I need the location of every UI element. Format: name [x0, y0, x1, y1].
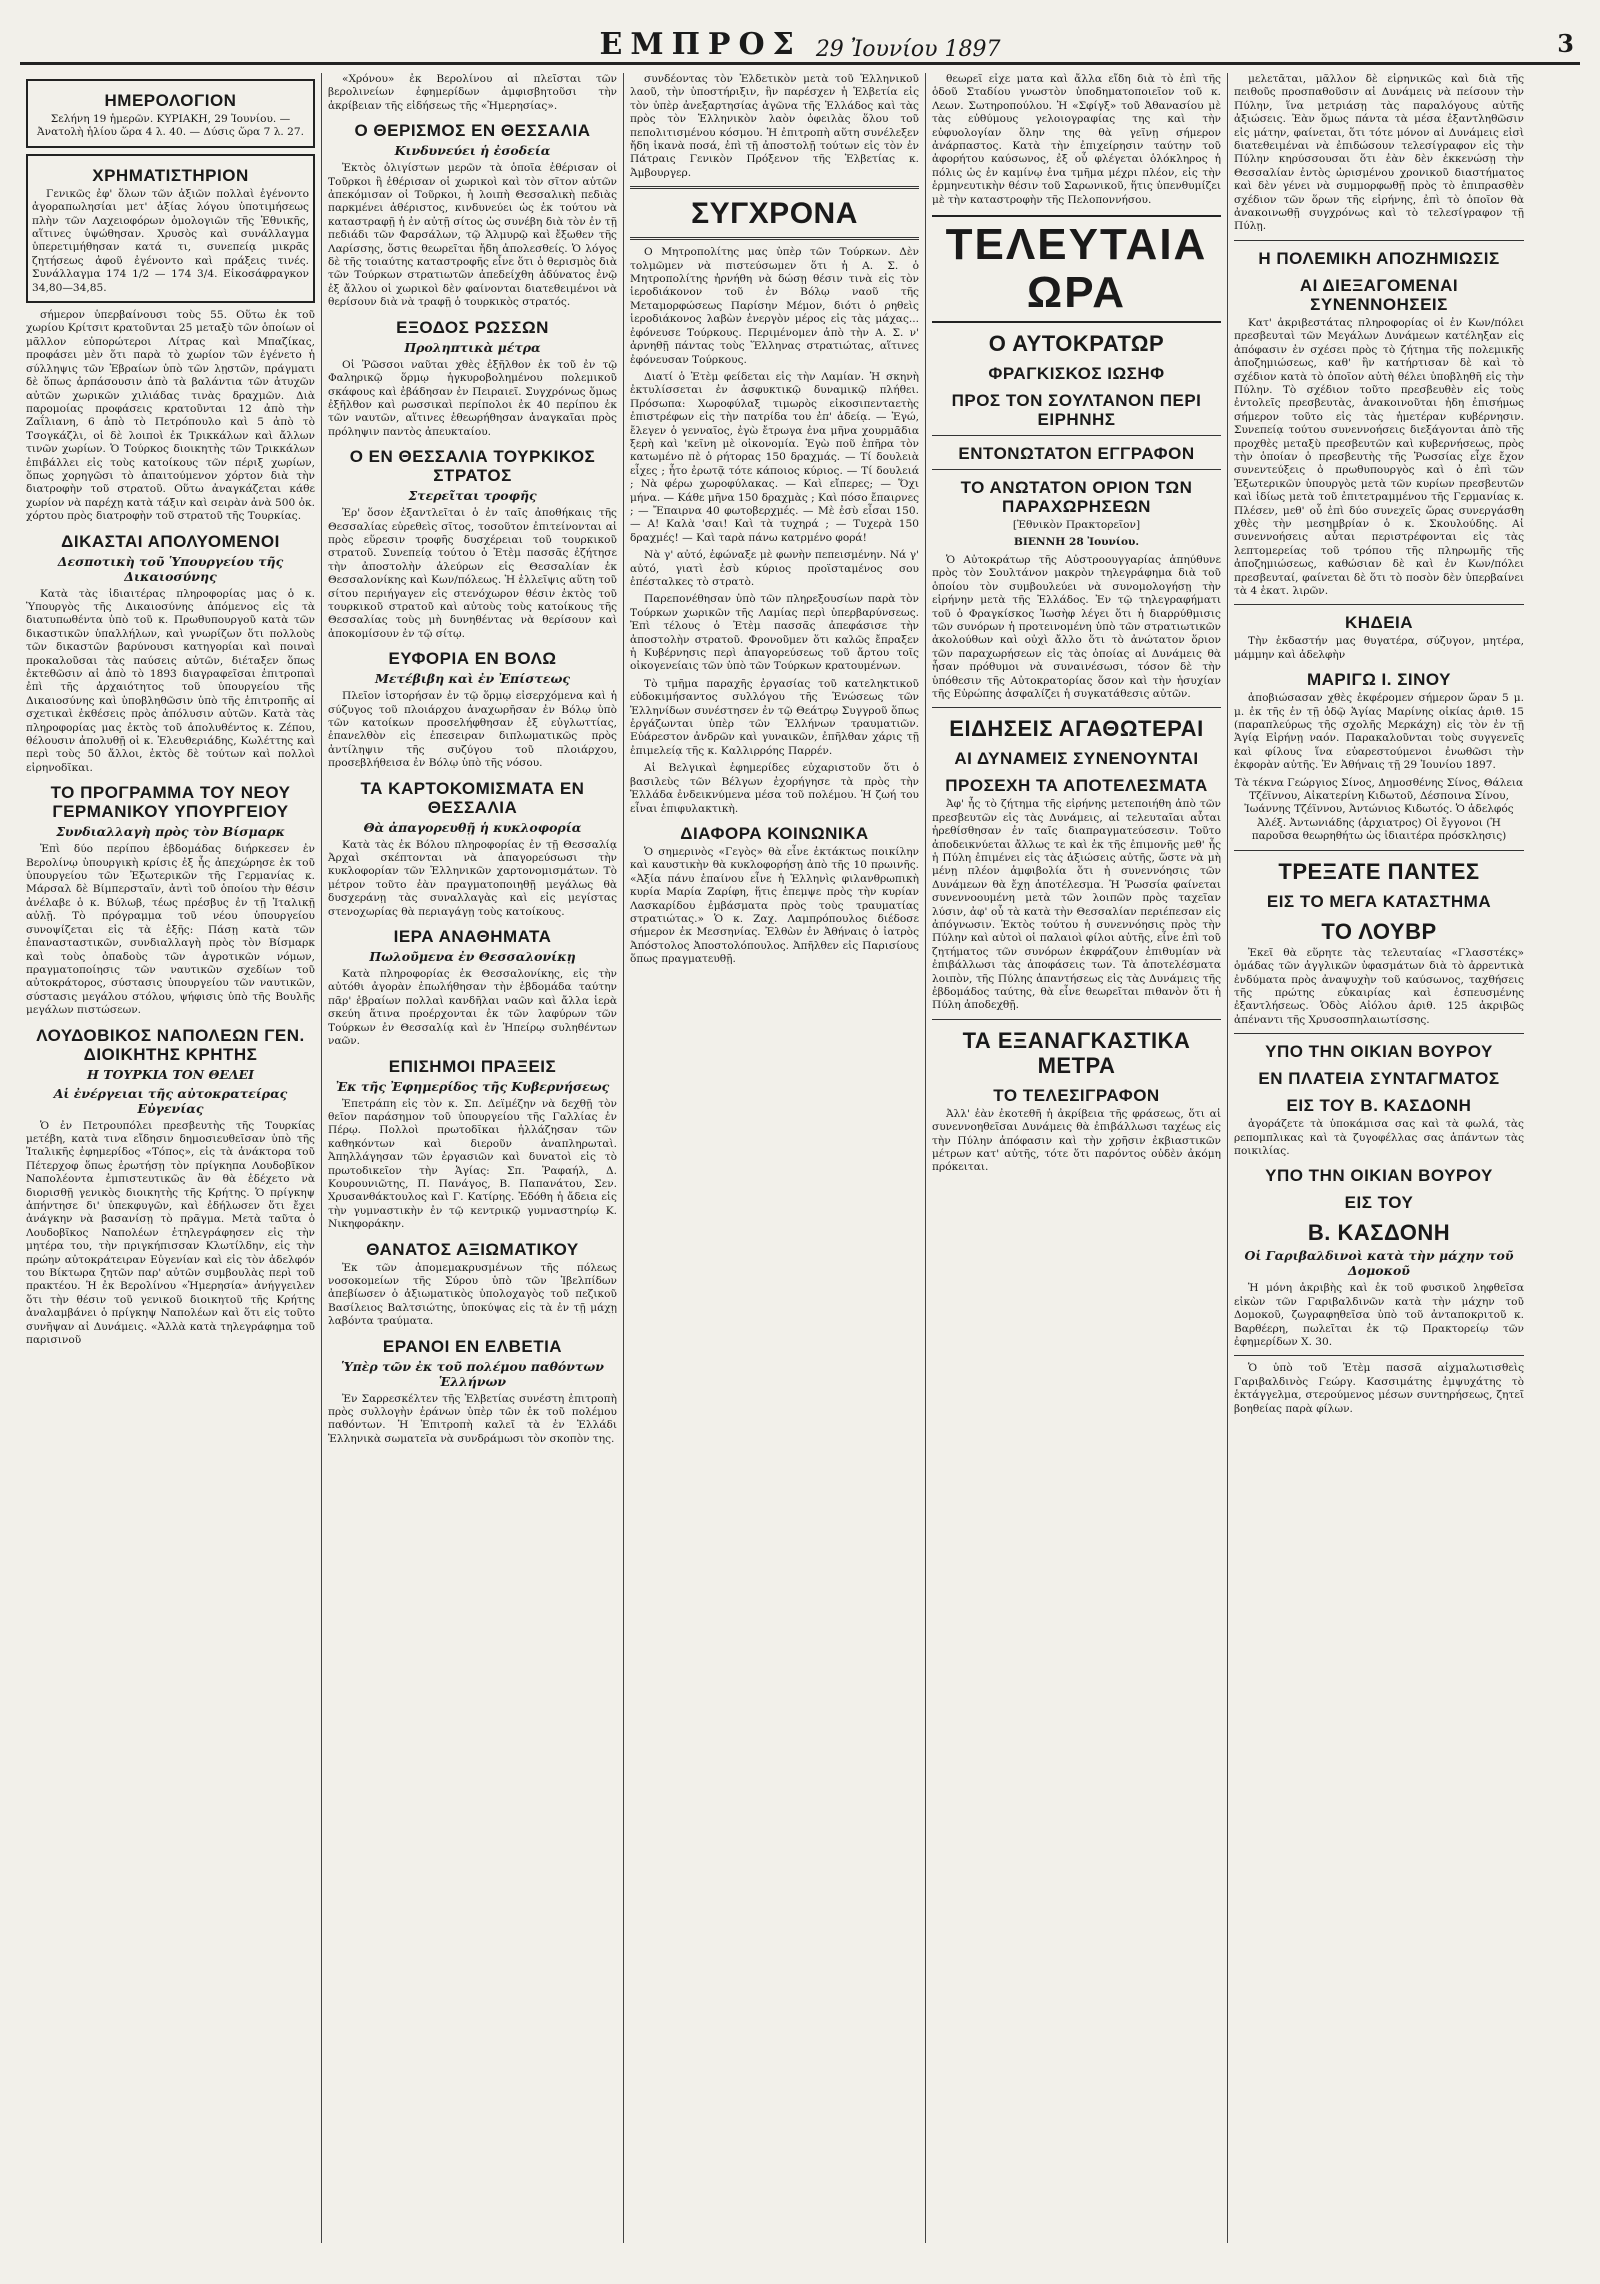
- ad-text: Ἡ μόνη ἀκριβὴς καὶ ἐκ τοῦ φυσικοῦ ληφθεῖσα εἰκὼν τῶν Γαριβαλδινῶν κατὰ τὴν μάχην τοῦ Δομοκοῦ, ζωγραφηθεῖσα ὑπὸ τοῦ ἀνταποκριτοῦ κ. Βαρθέερη, πωλεῖται ἐκ τῷ Πρακτορείῳ τῶν ἐφημερίδων Χ. 30.: [1234, 1282, 1524, 1348]
- article-text: Παρεπονέθησαν ὑπὸ τῶν πληρεξουσίων παρὰ τὸν Τούρκων χωρικῶν τῆς Λαμίας περὶ ὑπερβαρύνσεως. Ἐπὶ τέλους ὁ Ἐτὲμ πασσᾶς ἀπεφάσισε τὴν ἀποστολὴν στρατοῦ. Φρονοῦμεν ὅτι καλῶς ἔπραξεν ἡ Κυβέρνησις περὶ ἀπαγορεύσεως τοῦ ἄρτου τοῖς οἰκογενείαις τῶν ὑπὸ τῶν Τούρκων κρατουμένων.: [630, 593, 919, 673]
- newspaper-title: ΕΜΠΡΟΣ: [599, 27, 802, 62]
- ad-heading: ΤΡΕΞΑΤΕ ΠΑΝΤΕΣ: [1278, 858, 1480, 884]
- article-text: Ἐπὶ δύο περίπου ἑβδομάδας διήρκεσεν ἐν Βερολίνῳ ὑπουργικὴ κρίσις ἐξ ἧς ἀπεχώρησε ἐκ τοῦ ὑπουργείου τῶν Ἐξωτερικῶν τῆς Γερμανίας κ. Μάρσαλ δὲ Βίμπερσταϊν, ἀντὶ τοῦ ὁποίου τὴν θέσιν ἀνέλαβε ὁ κ. Βύλωβ, τέως πρέσβυς ἐν τῇ Ἰταλικῇ αὐλῇ. Τὸ πρόγραμμα τοῦ νέου ὑπουργείου συνοψίζεται εἰς τὰ ἑξῆς: Πάσῃ κατὰ τῶν ἐπανασταστικῶν, συνδιαλλαγὴ πρὸς τὸν Βίσμαρκ καὶ τοὺς ὀπαδοὺς τῶν ἀγροτικῶν νόμων, πραγματοποίησις τῶν ναυτικῶν σχεδίων τοῦ αὐτοκράτορος, σύστασις ὑπουργείου τῶν ναυτικῶν, σύστασις μεγάλου στόλου, ψήφισις ὑπὸ τῆς Βουλῆς μεγάλων πιστώσεων.: [26, 843, 315, 1017]
- ad-heading: Β. ΚΑΣΔΟΝΗ: [1307, 1220, 1451, 1246]
- article-heading: Η ΠΟΛΕΜΙΚΗ ΑΠΟΖΗΜΙΩΣΙΣ: [1258, 248, 1500, 268]
- ad-heading: ΕΙΣ ΤΟ ΜΕΓΑ ΚΑΤΑΣΤΗΜΑ: [1266, 891, 1492, 911]
- article-text: Οἱ Ῥῶσσοι ναῦται χθὲς ἐξῆλθον ἐκ τοῦ ἐν τῷ Φαληρικῷ ὅρμῳ ἡγκυροβολημένου πολεμικοῦ σκάφους καὶ ἐβάδησαν ἐν Πειραιεῖ. Συγχρόνως ὅμως ἐξῆλθον καὶ ρωσσικαὶ περίπολοι ἐκ 40 περίπου ἐκ τῶν ναυτῶν, αἵτινες ἐθεωρήθησαν ἀναγκαῖαι πρὸς πρόληψιν παντὸς ἀπευκταίου.: [328, 358, 617, 438]
- article-subheading: Συνδιαλλαγὴ πρὸς τὸν Βίσμαρκ: [56, 824, 285, 840]
- ad-heading: ΥΠΟ ΤΗΝ ΟΙΚΙΑΝ ΒΟΥΡΟΥ: [1265, 1166, 1493, 1186]
- article-text: Κατὰ τὰς ἐκ Βόλου πληροφορίας ἐν τῇ Θεσσαλίᾳ Ἀρχαὶ σκέπτονται νὰ ἀπαγορεύσωσι τὴν κυκλοφορίαν τῶν Ἑλληνικῶν χαρτονομισμάτων. Τὸ μέτρον τοῦτο ἐὰν πραγματοποιηθῇ μεγάλως θὰ δυσχεράνῃ τὰς συναλλαγὰς καὶ εἰς μεγίστας στενοχωρίας θὰ περιαγάγῃ τοὺς κατοίκους.: [328, 838, 617, 918]
- article-heading: ΠΡΟΣ ΤΟΝ ΣΟΥΛΤΑΝΟΝ ΠΕΡΙ ΕΙΡΗΝΗΣ: [951, 391, 1202, 430]
- column-3: [624, 73, 926, 2243]
- divider: [1234, 850, 1524, 851]
- divider: [932, 435, 1221, 436]
- divider: [1234, 1033, 1524, 1034]
- divider: [932, 1019, 1221, 1020]
- divider: [932, 707, 1221, 708]
- ad-heading: ΥΠΟ ΤΗΝ ΟΙΚΙΑΝ ΒΟΥΡΟΥ: [1265, 1042, 1493, 1062]
- divider: [630, 237, 919, 240]
- article-subheading: Μετέβιβη καὶ ἐν Ἐπίστεως: [375, 671, 570, 687]
- column-2: [322, 73, 624, 2243]
- calendar-heading: ΗΜΕΡΟΛΟΓΙΟΝ: [104, 91, 237, 110]
- news-source: [Ἐθνικὸν Πρακτορεῖον]: [1012, 519, 1141, 532]
- article-heading: ΑΙ ΔΥΝΑΜΕΙΣ ΣΥΝΕΝΟΥΝΤΑΙ: [954, 749, 1199, 769]
- article-text: Τὸ τμῆμα παραχῆς ἐργασίας τοῦ κατεληκτικοῦ εὐδοκιμήσαντος συλλόγου τῆς Ἑνώσεως τῶν Ἑλληνίδων συνέστησεν ἐν τῷ Θεάτρῳ Συγγροῦ ὅπως ἐργάζωνται ὑπὲρ τῶν Ἑλλήνων τραυματιῶν. Εὐάρεστον ἀνδρῶν καὶ γυναικῶν, ἐπῆλθαν χάρις τῇ ἐπιμελείᾳ τῆς κ. Καλλιρρόης Παρρέν.: [630, 677, 919, 757]
- article-heading: ΘΑΝΑΤΟΣ ΑΞΙΩΜΑΤΙΚΟΥ: [366, 1239, 579, 1259]
- article-heading: ΕΞΟΔΟΣ ΡΩΣΣΩΝ: [396, 317, 549, 337]
- article-heading: ΤΟ ΠΡΟΓΡΑΜΜΑ ΤΟΥ ΝΕΟΥ ΓΕΡΜΑΝΙΚΟΥ ΥΠΟΥΡΓΕΙΟΥ: [50, 783, 291, 822]
- divider: [932, 469, 1221, 470]
- article-heading: ΔΙΑΦΟΡΑ ΚΟΙΝΩΝΙΚΑ: [680, 823, 869, 843]
- ad-heading: ΕΝ ΠΛΑΤΕΙΑ ΣΥΝΤΑΓΜΑΤΟΣ: [1258, 1069, 1500, 1089]
- exchange-box: [26, 154, 315, 303]
- funeral-name: ΜΑΡΙΓΩ Ι. ΣΙΝΟΥ: [1306, 670, 1452, 690]
- article-heading: Ο ΘΕΡΙΣΜΟΣ ΕΝ ΘΕΣΣΑΛΙΑ: [354, 121, 591, 141]
- columns: [20, 73, 1580, 2243]
- article-subheading: Κινδυνεύει ἡ ἐσοδεία: [394, 143, 551, 159]
- article-text: σήμερον ὑπερβαίνουσι τοὺς 55. Οὕτω ἐκ τοῦ χωρίου Κρίτσιτ κρατοῦνται 25 μεταξὺ τῶν ὁποίων οἱ μᾶλλον εὐπορώτεροι Λίτρας καὶ Μπαζίκας, προφάσει μὲν ὅτι παρὰ τὸ χωρίον τῶν ἐγένετο ἡ σύλληψις τῶν Ἑβραίων ὑπὸ τῶν λῃστῶν, πράγματι δὲ ὅπως ἀρπάσουσιν ἀπὸ τὰ βαλάντια τῶν ἀτυχῶν αὐτῶν χωρικῶν χιλιάδας τινὰς δραχμῶν. Διὰ παρομοίας προφάσεις κρατοῦνται 12 ἀπὸ τὴν Ζαΐλιανη, 6 ἀπὸ τὸ Πετρόπουλο καὶ 5 ἀπὸ τὸ Τσογκάζλι, οἱ δὲ λοιποὶ ἐκ Τρικκάλων καὶ ἄλλων τινῶν χωρίων. Ὁ Τούρκος διοικητὴς τῶν Τρικκάλων ἐπιβάλλει εἰς τοὺς κατοίκους τῶν πέριξ χωρίων, ὅπως χορηγῶσι τὸ ἀπαιτούμενον χόρτον διὰ τὴν διατροφὴν τοῦ στρατοῦ. Οὕτω ἀναγκάζεται κάθε χωρίον νὰ παρέχῃ κατὰ τάξιν καὶ σειρὰν ἀνὰ 500 ὀκ. χόρτου πρὸς διατροφὴν τοῦ στρατοῦ τῆς Τουρκίας.: [26, 309, 315, 523]
- article-text: θεωρεῖ εἶχε ματα καὶ ἄλλα εἴδη διὰ τὸ ἐπὶ τῆς ὁδοῦ Σταδίου γνωστὸν ὑποδηματοποιεῖον τοῦ κ. Λεων. Σωτηροπούλου. Ἡ «Σφίγξ» τοῦ Ἀθανασίου μὲ τὰς εὐθύμους γελοιογραφίας της καὶ τὴν εὐφυολογίαν ὅλην της θὰ γεῖνῃ σήμερον ἀνάρπαστος. Κατὰ τὴν ἐπιχείρησιν ταύτην τοῦ ἀφορήτου καύσωνος, ἐξ οὗ φλέγεται ὁλόκληρος ἡ πόλις ὡς ἐν καμίνῳ ἐνα τμῆμα μέχρι πλέον, εἰς τὴν ἑρμηνευτικὴν θέσιν τοῦ Σαρωνικοῦ, ἥτις ὑπενθυμίζει μὲ τὴν καταστροφὴν τῆς Πελοποννήσου.: [932, 73, 1221, 206]
- article-text: Αἱ Βελγικαὶ ἐφημερίδες εὐχαριστοῦν ὅτι ὁ βασιλεὺς τῶν Βέλγων ἐχορήγησε τὰ πρὸς τὴν Ἑλλάδα ἐνδεικνύμενα μέσα τοῦ πολέμου. Ἡ ζωή του εἶναι ἐπιφυλακτικὴ.: [630, 762, 919, 815]
- section-heading: ΤΕΛΕΥΤΑΙΑ ΩΡΑ: [932, 215, 1221, 323]
- calendar-box: [26, 79, 315, 148]
- ad-heading: ΤΟ ΛΟΥΒΡ: [1321, 918, 1437, 944]
- article-subheading: Ὑπὲρ τῶν ἐκ τοῦ πολέμου παθόντων Ἑλλήνων: [341, 1358, 604, 1389]
- masthead: [20, 18, 1580, 65]
- article-heading: ΤΑ ΕΞΑΝΑΓΚΑΣΤΙΚΑ ΜΕΤΡΑ: [962, 1027, 1191, 1078]
- ad-heading: ΕΙΣ ΤΟΥ Β. ΚΑΣΔΟΝΗ: [1286, 1096, 1472, 1116]
- article-heading: ΕΡΑΝΟΙ ΕΝ ΕΛΒΕΤΙΑ: [382, 1336, 563, 1356]
- article-text: Ὁ σημερινὸς «Γεγὸς» θὰ εἶνε ἐκτάκτως ποικίλην καὶ καυστικὴν θὰ κυκλοφορήσῃ ἀπὸ τῆς 10 πρωινῆς. «Ἀξία πάνυ ἐπαίνου εἶνε ἡ Ἑλληνὶς φιλανθρωπικὴ κυρία Μαρία Ζαρίφη, ἥτις ἐπεμψε πρὸς τὴν κυρίαν Λασκαρίδου ἐμβάσματα πρὸς τοὺς τραυματίας στρατιώτας.» Ὁ κ. Ζαχ. Λαμπρόπουλος διέδοσε σήμερον ἐκ Μεσσηνίας. Ἐλθὼν ἐν Ἀθήναις ὁ ἰατρὸς Ἀπόστολος Ἀποστολόπουλος. Ἀπῆλθεν εἰς Παρισίους ὅπως πραγματευθῇ.: [630, 845, 919, 966]
- article-text: Ἐκ τῶν ἀπομεμακρυσμένων τῆς πόλεως νοσοκομείων τῆς Σύρου ὑπὸ τῶν Ἰβελπίδων ἀπεβίωσεν ὁ ἀξιωματικὸς ὑπολοχαγὸς τοῦ πεζικοῦ Βασίλειος Βαλτσιώτης, ὑποκύψας εἰς τὰ ἐν τῇ μάχῃ λαβόντα τραύματα.: [328, 1261, 617, 1328]
- article-heading: ΔΙΚΑΣΤΑΙ ΑΠΟΛΥΟΜΕΝΟΙ: [61, 531, 280, 551]
- ad-text: Ἐκεῖ θὰ εὕρητε τὰς τελευταίας «Γλασστέκς» ὁμάδας τῶν ἀγγλικῶν ὑφασμάτων διὰ τὸ ἀρρεντικὰ ἐνδύματα πρὸς ἀναψυχὴν τοῦ καύσωνος, ταχθήσεις τῆς πρώτης εὐκαιρίας καὶ ἐσπευσμένης ἐξαντλήσεως. Ὁδὸς Αἰόλου ἀριθ. 125 ἀκριβῶς ἀπέναντι τῆς Χρυσοσπηλαιωτίσσης.: [1234, 946, 1524, 1026]
- article-text: Ἐρ' ὅσον ἐξαντλεῖται ὁ ἐν ταῖς ἀποθήκαις τῆς Θεσσαλίας εὑρεθεὶς σῖτος, τοσοῦτον ἐπιτείνονται αἱ πρὸς εὕρεσιν τροφῆς δυσχέρειαι τοῦ τουρκικοῦ στρατοῦ. Συνεπείᾳ τούτου ὁ Ἐτὲμ πασσᾶς ἐζήτησε τὴν ἀποστολὴν ἀλεύρων εἰς Θεσσαλίαν ἐκ Θεσσαλονίκης καὶ Κων/πόλεως. Ἡ ἐλλεῖψις αὕτη τοῦ σίτου περιήγαγεν εἰς στενόχωρον θέσιν ἐκτὸς τοῦ τουρκικοῦ στρατοῦ καὶ αὐτοὺς τοὺς κατοίκους τῆς Θεσσαλίας τοὺς μὴ δυνηθέντας νὰ θερίσουν καὶ ἀποκομίσουν ἐν τῷ σίτῳ.: [328, 507, 617, 640]
- funeral-heading: ΚΗΔΕΙΑ: [1344, 613, 1414, 633]
- section-heading: ΣΥΓΧΡΟΝΑ: [691, 197, 858, 231]
- article-text: Κατὰ πληροφορίας ἐκ Θεσσαλονίκης, εἰς τὴν αὐτόθι ἀγορὰν ἐπωλήθησαν τὴν ἑβδομάδα ταύτην πᾶρ' ἑβραίων πολλαὶ κανδῆλαι ναῶν καὶ ἄλλα ἱερὰ σκεύη ἅτινα προέρχονται ἐκ τῶν λαφύρων τῶν Τούρκων ἐν Θεσσαλίᾳ καὶ ἐν Ἠπείρῳ συληθέντων ναῶν.: [328, 968, 617, 1048]
- divider: [1234, 1355, 1524, 1356]
- article-text: Ὁ ὑπὸ τοῦ Ἐτὲμ πασσᾶ αἰχμαλωτισθεὶς Γαριβαλδινὸς Γεώργ. Κασσιμάτης ἐμψυχάτης τὸ ἑκτάγγελμα, στερούμενος μέσων συντηρήσεως, ζητεῖ βοηθείας παρὰ φίλων.: [1234, 1362, 1524, 1415]
- article-subheading: Αἱ ἐνέργειαι τῆς αὐτοκρατείρας Εὐγενίας: [53, 1085, 288, 1116]
- funeral-signers: Τὰ τέκνα Γεώργιος Σίνος, Δημοσθένης Σίνος, Θάλεια Τζέϊννου, Αἰκατερίνη Κιδωτοῦ, Δέσποινα Σίνου, Ἰωάννης Τζέϊννου, Ἀντώνιος Κιδωτός. Ὁ ἀδελφός Ἀλέξ. Ἀντωνιάδης (ἀρχιατρος) Οἱ ἔγγονοι (Ἡ παροῦσα θεωρηθήτω ὡς ἰδιαιτέρα πρόσκλησις): [1234, 776, 1524, 843]
- article-text: Ο Μητροπολίτης μας ὑπὲρ τῶν Τούρκων. Δὲν τολμῶμεν νὰ πιστεύσωμεν ὅτι ἡ Α. Σ. ὁ Μητροπολίτης ἠρνήθη νὰ δώσῃ θέσιν τινὰ εἰς τὸν ἱεροδιάκονον τοῦ ἐν Βόλῳ ναοῦ τῆς Μεταμορφώσεως Παρίσην Μέμον, διότι ὁ ρηθεὶς ἱεροδιάκονος λαβὼν ἐνεργὸν μέρος εἰς τὰς μάχας... ἐφόνευσε Τούρκους. Περιμένομεν ἀπὸ τὴν Α. Σ. ν' ἀρνηθῇ πάντας τοὺς Ἕλληνας στρατιώτας, αἵτινες ἐφόνευσαν Τούρκους.: [630, 246, 919, 366]
- article-heading: ΑΙ ΔΙΕΞΑΓΟΜΕΝΑΙ ΣΥΝΕΝΝΟΗΣΕΙΣ: [1299, 275, 1459, 314]
- column-4: [926, 73, 1228, 2243]
- article-heading: ΤΑ ΚΑΡΤΟΚΟΜΙΣΜΑΤΑ ΕΝ ΘΕΣΣΑΛΙΑ: [360, 778, 585, 817]
- article-text: Ὁ Αὐτοκράτωρ τῆς Αὐστροουγγαρίας ἀπηύθυνε πρὸς τὸν Σουλτάνον μακρὸν τηλεγράφημα διὰ τοῦ ὁποίου τὸν συμβουλεύει νὰ συνομολογήσῃ τὴν εἰρήνην μετὰ τῆς Ἑλλάδος. Ἐν τῷ τηλεγραφήματι τοῦ ὁ Φραγκίσκος Ἰωσὴφ λέγει ὅτι ἡ διαρρύθμισις τῶν συνόρων ἡ προτεινομένη ὑπὸ τῶν στρατιωτικῶν ἀκολούθων καὶ οὐχὶ ἄλλο ὅτι τὸ ἀνώτατον ὅριον τῶν παραχωρήσεων εἰς τὰς ὁποίας αἱ Δυνάμεις θὰ ἦσαν πρόθυμοι νὰ συναινέσωσι, τόσον δὲ τὴν ὑπόθεσιν τῆς Αὐτοκρατορίας ὅσον καὶ τὴν ἡσυχίαν τῆς Εὐρώπης ἀσφαλίζει ἡ συγκατάθεσις αὐτῶν.: [932, 553, 1221, 700]
- article-subheading: Πωλοῦμενα ἐν Θεσσαλονίκῃ: [369, 949, 576, 965]
- exchange-text: Γενικῶς ἐφ' ὅλων τῶν ἀξιῶν πολλαὶ ἐγένοντο ἀγοραπωλησίαι μετ' ἀξίας λόγου ὑποτιμήσεως πλὴν τῶν Λαχειοφόρων ὁμολογιῶν τῆς Ἐθνικῆς, αἵτινες ὑψώθησαν. Χρυσὸς καὶ συνάλλαγμα ὑπερετιμήθησαν κατά τι, συνεπείᾳ μικρᾶς ζητήσεως ἀφοῦ ἐγένοντο καὶ πράξεις τινές. Συνάλλαγμα 174 1/2 — 174 3/4. Εἰκοσάφραγκον 34,80—34,85.: [32, 187, 309, 294]
- article-heading: Ο ΑΥΤΟΚΡΑΤΩΡ: [988, 331, 1165, 357]
- article-heading: ΙΕΡΑ ΑΝΑΘΗΜΑΤΑ: [393, 927, 552, 947]
- article-text: Νὰ γ' αὐτό, ἐφώναξε μὲ φωνὴν πεπεισμένην. Νά γ' αὐτό, γιατὶ ἐσὺ κύριος προϊσταμένος σου ἐπέσταλκες τὸ στρατὸ.: [630, 549, 919, 588]
- article-text: Ὁ ἐν Πετρουπόλει πρεσβευτὴς τῆς Τουρκίας μετέβη, κατὰ τινα εἴδησιν δημοσιευθεῖσαν ὑπὸ τῆς Ἰταλικῆς ἐφημερίδος «Τόπος», εἰς τὰ ἀνάκτορα τοῦ Πέτερχοφ ὅπως ἐρωτήσῃ τὸν πρίγκηπα Λουδοβῖκον Ναπολέοντα ἐμπιστευτικῶς ἂν θὰ ἐδέχετο νὰ διορισθῇ γενικὸς διοικητὴς τῆς Κρήτης. Ὁ πρίγκηψ ἀπήντησε δι' ὑπεκφυγῶν, καὶ ἐδήλωσεν ὅτι ἔχει ἀνάγκην νὰ βασανίσῃ τὸ πρᾶγμα. Μετὰ ταῦτα ὁ Λουδοβῖκος Ναπολέων ἐτηλεγράφησεν εἰς τὴν μητέρα του, τὴν πριγκήπισσαν Κλωτίλδην, εἰς τὴν πρώην αὐτοκράτειραν Εὐγενίαν καὶ εἰς τὸν ἀδελφόν του Βίκτωρα ζητῶν παρ' αὐτῶν συμβουλὰς περὶ τοῦ πρακτέου. Ἡ ἐκ Βερολίνου «Ἡμερησία» ἀνήγγειλεν ὅτι τὴν θέσιν τοῦ γενικοῦ διοικητοῦ τῆς Κρήτης ἀναλαμβάνει ὁ πρίγκηψ Ναπολέων καὶ ὅτι εἰς τοῦτο συνῆψαν αἱ Δυνάμεις. «Ἀλλὰ κατὰ τηλεγράφημα τοῦ παρισινοῦ: [26, 1119, 315, 1347]
- article-heading: Ο ΕΝ ΘΕΣΣΑΛΙΑ ΤΟΥΡΚΙΚΟΣ ΣΤΡΑΤΟΣ: [349, 447, 596, 486]
- dateline: ΒΙΕΝΝΗ 28 Ἰουνίου.: [1013, 536, 1140, 549]
- article-heading: ΤΟ ΤΕΛΕΣΙΓΡΑΦΟΝ: [993, 1085, 1160, 1105]
- ad-heading: ΕΙΣ ΤΟΥ: [1344, 1193, 1414, 1213]
- article-text: συνδέοντας τὸν Ἐλδετικὸν μετὰ τοῦ Ἑλληνικοῦ λαοῦ, τὴν ὑποστήριξιν, ἣν παρέσχεν ἡ Ἑλβετία εἰς τὸν ὑπὲρ ἀνεξαρτησίας ἀγῶνα τῆς Ἑλλάδος καὶ τὰς πρὸς τὸν Ἑλληνικὸν λαὸν ὀφειλὰς ὅλου τοῦ πεπολιτισμένου κόσμου. Ἡ ἐπιτροπὴ αὕτη συνέλεξεν ἤδη ἱκανὰ ποσά, ἐπὶ τῇ ἀποστολῇ τούτων εἰς τὸν ἐν Πάτραις Γενικὸν Πρόξενον τῆς Ἑλβετίας κ. Ἀμβουργερ.: [630, 73, 919, 179]
- article-heading: ΦΡΑΓΚΙΣΚΟΣ ΙΩΣΗΦ: [988, 364, 1165, 384]
- article-text: Ἐν Σαρρεσκέλτεν τῆς Ἑλβετίας συνέστη ἐπιτροπὴ πρὸς συλλογὴν ἐράνων ὑπὲρ τῶν ἐκ τοῦ πολέμου παθόντων. Ἡ Ἐπιτροπὴ καλεῖ τὰ ἐν Ἑλλάδι Ἑλληνικὰ σωματεῖα νὰ συνδράμωσι τὸν σκοπὸν της.: [328, 1392, 617, 1445]
- article-subheading: Θὰ ἀπαγορευθῇ ἡ κυκλοφορία: [363, 819, 582, 835]
- article-subheading: Προληπτικὰ μέτρα: [404, 339, 541, 355]
- article-heading: ΕΙΔΗΣΕΙΣ ΑΓΑΘΩΤΕΡΑΙ: [949, 716, 1204, 742]
- article-subheading: Ἐκ τῆς Ἐφημερίδος τῆς Κυβερνήσεως: [335, 1078, 610, 1094]
- page-number: 3: [1557, 29, 1574, 58]
- column-1: [20, 73, 322, 2243]
- divider: [630, 186, 919, 189]
- article-heading: ΕΠΙΣΗΜΟΙ ΠΡΑΞΕΙΣ: [388, 1056, 557, 1076]
- divider: [1234, 240, 1524, 241]
- issue-date: 29 Ἰουνίου 1897: [815, 37, 1001, 62]
- calendar-text: Σελήνη 19 ἡμερῶν. ΚΥΡΙΑΚΗ, 29 Ἰουνίου. — Ἀνατολὴ ἡλίου ὥρα 4 λ. 40. — Δύσις ὥρα 7 λ. 27.: [36, 113, 304, 139]
- article-text: Ἐπετράπη εἰς τὸν κ. Σπ. Δεϊμέζην νὰ δεχθῇ τὸν θεῖον παράσημον τοῦ ὑπουργείου τῆς Γαλλίας ἐν Πέρῳ. Πολλοὶ πρωτοδῖκαι ἠλλάζησαν τῶν καθηκόντων καὶ διεροῦν ἀναπληρωταὶ. Ἀπηλλάγησαν τῶν ἐργασιῶν καὶ δυνατοὶ εἰς τὸ πρωτοδικεῖον τὴν Ἁγίας: Σπ. Ῥαφαήλ, Δ. Κουρουνιῶτης, Π. Πανάγος, Β. Παπανάτου, Σεν. Χρυσανθάκτουλος καὶ Γ. Κατίρης. Ἐδόθη ἡ ἄδεια εἰς τὴν γυμναστικὴν ἐν τῷ κεντρικῷ γυμναστηρίῳ Κ. Νικηφοράκην.: [328, 1097, 617, 1231]
- article-heading: ΤΟ ΑΝΩΤΑΤΟΝ ΟΡΙΟΝ ΤΩΝ ΠΑΡΑΧΩΡΗΣΕΩΝ: [960, 478, 1193, 517]
- article-text: Ἀλλ' ἐὰν ἐκοτεθῆ ἡ ἀκρίβεια τῆς φράσεως, ὅτι αἱ συνεννοηθεῖσαι Δυνάμεις θὰ ἐπιβάλλωσι ταχέως εἰς τὴν Πύλην ἀπόφασιν καὶ τὴν χρῆσιν ἐκβιαστικῶν μέτρων κατ' αὐτῆς, τότε ὅτι παρόντος οὐδὲν ἀκόμη πρόκειται.: [932, 1107, 1221, 1174]
- exchange-heading: ΧΡΗΜΑΤΙΣΤΗΡΙΟΝ: [92, 165, 249, 185]
- article-heading: ΛΟΥΔΟΒΙΚΟΣ ΝΑΠΟΛΕΩΝ ΓΕΝ. ΔΙΟΙΚΗΤΗΣ ΚΡΗΤΗΣ: [36, 1025, 305, 1064]
- divider: [1234, 604, 1524, 605]
- article-subheading: Δεσποτικὴ τοῦ Ὑπουργείου τῆς Δικαιοσύνης: [57, 553, 284, 584]
- ad-text: ἀγοράζετε τὰ ὑποκάμισα σας καὶ τὰ φωλά, τὰς ρεπομπλικας καὶ τὰ ζυγοφέλλας σας ἀπάντων τὰς ποικιλίας.: [1234, 1118, 1524, 1157]
- article-subheading: Η ΤΟΥΡΚΙΑ ΤΟΝ ΘΕΛΕΙ: [87, 1066, 254, 1082]
- article-text: Διατί ὁ Ἐτὲμ φείδεται εἰς τὴν Λαμίαν. Ἡ σκηνὴ ἐκτυλίσσεται ἐν ἀσφυκτικῷ δυναμικῷ πλήθει. Πρόσωπα: Χωροφύλαξ τιμωρὸς εἰκοσιπενταετὴς ἐπιστρέφων εἰς τὴν πατρίδα του ἐπ' ἀδείᾳ. — Ἐγώ, ἔλεγεν ὁ γενναῖος, ἐγὼ ἔτρωγα ἐνα μῆνα χουρμᾶδια ξερὴ καὶ 'κεῖνη μὲ οἰκονομία. Ἐγὼ ποῦ ἐπῆρα τὸν κατωμένο πὲ ὁ ρήτορας 150 δραχμάς. — Τί δουλειὰ εἶχες ; ἦτο ἐρωτᾷ τότε κάποιος κύριος. — Τί δουλειά ; Νὰ φέρω χωροφύλακας. — Καὶ εἴπερες; — Ὅχι μήνα. — Κάθε μῆνα 150 δραχμὰς ; Καὶ πόσο ἔπαιρνες ; — Ἔπαιρνα 40 φωτοβερχμές. — Μὲ ἐσὺ εἶσαι 150. — Α! Καλὰ 'σαι! Καὶ τὰ τυχηρά ; — Τυχερὰ 150 δραχμές! — Καὶ ταρὰ πάνω κατρμένο φορά!: [630, 370, 920, 544]
- column-5: [1228, 73, 1530, 2243]
- article-subheading: Στερεῖται τροφῆς: [408, 488, 537, 504]
- funeral-text: Τὴν ἐκδαστήν μας θυγατέρα, σύζυγον, μητέρα, μάμμην καὶ ἀδελφὴν: [1234, 635, 1524, 661]
- article-text: Κατὰ τὰς ἰδιαιτέρας πληροφορίας μας ὁ κ. Ὑπουργὸς τῆς Δικαιοσύνης ἀπόμενος εἰς τὰ διατυπωθέντα ὑπὸ τοῦ κ. Πρωθυπουργοῦ κατὰ τῶν δικαστικῶν ὑπαλλήλων, καὶ γνωρίζων ὅτι πολλοὺς τῶν δικαστῶν βαρύνουσι κατηγορίαι καὶ ποιναὶ προκαλοῦσαι τὰς παύσεις αὐτῶν, διέταξεν ὅπως ἐκτεθῶσιν αἱ ἀπὸ τὸ 1893 διαγραφεῖσαι ἐπιτροπαὶ ἐπὶ τῆς ἀρχαιότητος τοῦ ὑπουργείου τῆς Δικαιοσύνης καὶ ὑποβληθῶσιν ὑπὸ τῆς ἐπιτροπῆς αἱ σχετικαὶ ἐκθέσεις πρὸς ἀπόλυσιν αὐτῶν. Κατὰ τὰς πληροφορίας μας ἐκτὸς τοῦ ἀπολυθέντος κ. Ζέπου, θέλουσιν ἀπολυθῇ οἱ κ. Ἐλευθεριάδης, Κωλέττης καὶ περὶ τοὺς 50 ἄλλοι, ἐκτὸς δὲ τούτων καὶ πολλοὶ εἰρηνοδῖκαι.: [26, 587, 315, 774]
- article-heading: ΕΝΤΟΝΩΤΑΤΟΝ ΕΓΓΡΑΦΟΝ: [958, 444, 1195, 464]
- article-text: Ἀφ' ἧς τὸ ζήτημα τῆς εἰρήνης μετεποιήθη ἀπὸ τῶν πρεσβευτῶν εἰς τὰς Δυνάμεις, αἱ τελευταῖαι αὗται ἠρεθίσθησαν ἐν ταῖς διαπραγματεύσεσιν. Τοῦτο ἀποδεικνύεται ἄλλως τε καὶ ἐκ τῆς ἐπιμονῆς μεθ' ἧς ἡ Πύλη ἐπιμένει εἰς τὰς ἀξιώσεις αὐτῆς, ὥστε νὰ μὴ μένῃ πλέον ἀμφιβολία ὅτι ἡ συνεννόησις τῶν Δυνάμεων θὰ ἔχῃ ἀποτέλεσμα. Ἡ Ῥωσσία φαίνεται συνεννοουμένη μετὰ τῶν λοιπῶν πρὸς ταχεῖαν λύσιν, ἀφ' οὗ τὰ κατὰ τὴν Θεσσαλίαν περιέπεσαν εἰς ἀπόγνωσιν. Ἐκτὸς τούτου ἡ συνεννόησις πρὸς τὴν Πύλην καὶ αὐτοὶ οἱ παλαιοὶ φίλοι αὐτῆς, εἶνε ἐπὶ τοῦ ζητήματος τῶν συνόρων ἐκφράζουν ἐπιθυμίαν νὰ ἐπιβάλλωσι τὰς ἀποφάσεις των. Τὰ ἀποτελέσματα λοιπὸν, τῆς Πύλης ἀπαντήσεως εἰς τὰς Δυνάμεις τῆς ἐβδομάδος ταύτης, θὰ εἶνε θεωρεῖται πιθανὸν ὅτι ἡ Πύλη ἀποδεχθῇ.: [932, 798, 1221, 1012]
- article-text: Κατ' ἀκριβεστάτας πληροφορίας οἱ ἐν Κων/πόλει πρεσβευταὶ τῶν Μεγάλων Δυνάμεων κατέληξαν εἰς ἀπόφασιν ἐν σχέσει πρὸς τὸ ζήτημα τῆς πολεμικῆς ἀποζημιώσεως, καθ' ἣν κατήρτισαν δὲ καὶ τὸ σχέδιον κατὰ τὸ ὁποῖον αὐτὴ θέλει ὑποβληθῆ εἰς τὴν Πύλην. Τὸ σχέδιον τοῦτο πρεσβευθὲν εἰς τοὺς ἐντολεῖς πρεσβευτὰς, ἀνακοινοῦται ἡδη ἐπισήμως σήμερον τοῦτο εἰς τὰς ἡμετέραν κυβέρνησιν. Συνεπείᾳ τούτου συνεννοήσεις διεξάγονται ἀπὸ τῆς προχθὲς μεταξὺ πρεσβευτῶν καὶ κυβερνήσεως, πρὸς τὴν ὁποίαν ὁ πρεσβευτὴς τῆς Ῥωσσίας εἶχε ἔχον συνεντεύξεις ὁ πρωθυπουργὸς καὶ ὁ ἐπὶ τῶν Ἐξωτερικῶν ὑπουργὸς μετὰ τῶν κυρίων πρεσβευτῶν καὶ ἰδίως μετὰ τοῦ ἐπιτετραμμένου τῆς Γερμανίας κ. Πλέσεν, μεθ' οὗ ἐπὶ δύο συνεχεῖς ὥρας συνεργάσθη χθὲς τὴν μεσημβρίαν ὁ κ. Σκουλούδης. Αἱ συνεννοήσεις αὗται περιστρέφονται εἰς τὰς λεπτομερείας τοῦ τρόπου τῆς πληρωμῆς τῆς ἀποζημιώσεως, καθώσιαν δὲ καὶ ἐν Κων/πόλει πρεσβευταί, φαίνεται δὲ ὅτι τὸ ποσὸν δὲν ὑπερβαίνει τὰ 4 ἑκατ. λιρῶν.: [1234, 316, 1524, 597]
- article-text: «Χρόνου» ἐκ Βερολίνου αἱ πλεῖσται τῶν βερολινείων ἐφημερίδων ἀμφισβητοῦσι τὴν ἀκρίβειαν τῆς εἰδήσεως τῆς «Ἡμερησίας».: [328, 73, 617, 112]
- article-text: μελετᾶται, μᾶλλον δὲ εἰρηνικῶς καὶ διὰ τῆς πειθοῦς προσπαθοῦσιν αἱ Δυνάμεις νὰ πείσουν τὴν Πύλην, ἵνα μετριάσῃ τὰς παραλόγους αὐτῆς ἀξιώσεις. Ἐὰν ὅμως πάντα τὰ μέσα ἐξαντληθῶσιν εἰς μάτην, φαίνεται, ὅτι τότε μόνον αἱ Δυνάμεις εἰσὶ διατεθειμέναι νὰ ἐπιδώσουν τελεσίγραφον εἰς τὴν Πύλην κηρύσσουσαι ὅτι ἐὰν δὲν ἐκκενώσῃ τὴν Θεσσαλίαν ἐντὸς ὡρισμένου χρονικοῦ διαστήματος καὶ δὲν γένει νὰ συμμορφωθῇ πρὸς τὸ ἐπιπρασθὲν σχέδιον τῶν ὅρων τῆς εἰρήνης, ἐπὶ τὸ ὁποῖον θὰ ἀνακοινωθῇ συγχρόνως καὶ τὸ τελεσίγραφον τῇ Πύλῃ.: [1234, 73, 1524, 233]
- article-heading: ΠΡΟΣΕΧΗ ΤΑ ΑΠΟΤΕΛΕΣΜΑΤΑ: [945, 776, 1208, 796]
- article-heading: ΕΥΦΟΡΙΑ ΕΝ ΒΟΛΩ: [388, 649, 557, 669]
- article-text: Ἐκτὸς ὀλιγίστων μερῶν τὰ ὁποῖα ἐθέρισαν οἱ Τοῦρκοι ἢ ἐθέρισαν οἱ χωρικοὶ καὶ τὸν σῖτον αὐτῶν ἀπεκόμισαν οἱ Τοῦρκοι, ἡ λοιπὴ Θεσσαλικὴ πεδιὰς παρκμένει ἀθέριστος, κινδυνεύει ὡς ἐκ τούτου νὰ καταστραφῇ ἡ ἐν αὐτῇ σίτος ὡς συνέβη διὰ τὸν ἐν τῇ πεδιάδι τῶν Φαρσάλων, τῷ Ἁλμυρῷ καὶ ἔξωθεν τῆς Λαρίσσης, ὅστις θεωρεῖται ἤδη ἀπολεσθείς. Ὁ λόγος δὲ τῆς τοιαύτης καταστροφῆς εἶνε ὅτι ὁ θερισμὸς διὰ τῶν Τούρκων στρατιωτῶν ἀπεδείχθη ἀδύνατος ἐνῷ ἐξ ἄλλου οἱ χωρικοὶ δὲν φαίνονται διατεθειμένοι νὰ θερίσουν διὰ νὰ τραφῇ ὁ τουρκικὸς στρατός.: [328, 162, 617, 309]
- article-text: Πλεῖον ἰστορήσαν ἐν τῷ ὅρμῳ εἰσερχόμενα καὶ ἡ σύζυγος τοῦ πλοιάρχου ἀναχωρῆσαν ἐν Βόλῳ ὑπὸ τῶν κατοίκων προσελήφθησαν ἐξ εὐγλωττίας, ἐπανελθὸν εἰς ἐπεσειραν διπλωματικῶς πρὸς ἀντίληψιν τῆς συζύγου τοῦ πλοιάρχου, προσεβλήθεισα ἐν Βόλῳ ὑπὸ τῆς νόσου.: [328, 690, 617, 770]
- newspaper-page: [20, 18, 1580, 2248]
- ad-subheading: Οἱ Γαριβαλδινοὶ κατὰ τὴν μάχην τοῦ Δομοκοῦ: [1244, 1248, 1514, 1279]
- funeral-text: ἀποβιώσασαν χθὲς ἐκφέρομεν σήμερον ὥραν 5 μ. μ. ἐκ τῆς ἐν τῇ ὁδῷ Ἁγίας Μαρίνης οἰκίας ἀριθ. 15 (παραπλεύρως τῆς σχολῆς Μερκάχη) εἰς τὸν ἐν τῇ Ἁγίᾳ Εἰρήνῃ ναόν. Παρακαλοῦνται τοὺς συγγενεῖς καὶ φίλους ἵνα εὐαρεστούμενοι ἐνωθῶσι τὴν ἐκφορὰν αὐτῆς. Ἐν Ἀθήναις τῇ 29 Ἰουνίου 1897.: [1234, 692, 1524, 772]
